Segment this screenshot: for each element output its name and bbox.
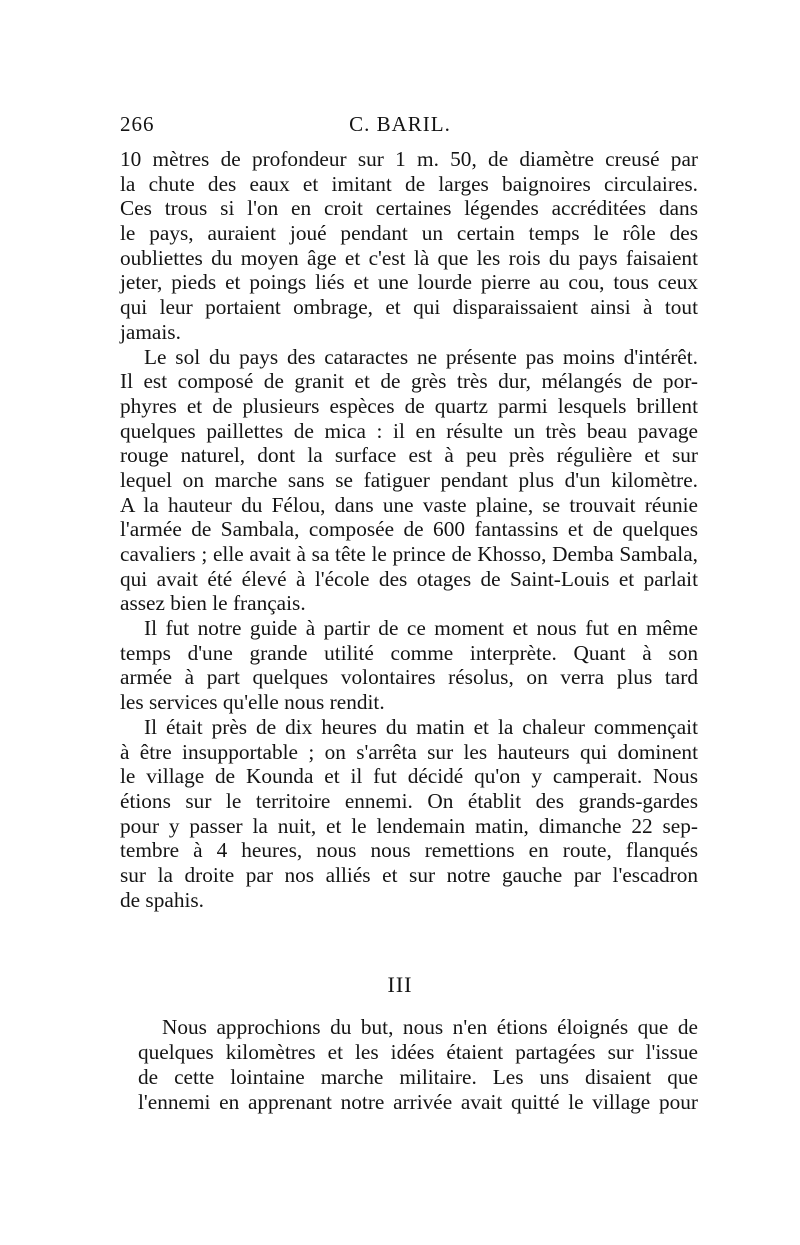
text-line: étions sur le territoire ennemi. On établit des grands-gardes (120, 788, 698, 813)
text-line: qui leur portaient ombrage, et qui disparaissaient ainsi à tout (120, 295, 698, 320)
text-line: la chute des eaux et imitant de larges baignoires circulaires. (120, 171, 698, 196)
text-line: A la hauteur du Félou, dans une vaste plaine, se trouvait réunie (120, 492, 698, 517)
text-line: Il fut notre guide à partir de ce moment et nous fut en même (144, 616, 698, 641)
text-line: lequel on marche sans se fatiguer pendant plus d'un kilomètre. (120, 467, 698, 492)
text-line: tembre à 4 heures, nous nous remettions en route, flanqués (120, 838, 698, 863)
paragraph (120, 616, 698, 715)
text-line: le pays, auraient joué pendant un certain temps le rôle des (120, 221, 698, 246)
text-line: qui avait été élevé à l'école des otages de Saint-Louis et parlait (120, 566, 698, 591)
paragraph (120, 715, 698, 913)
text-line: le village de Kounda et il fut décidé qu'on y camperait. Nous (120, 764, 698, 789)
text-line: Le sol du pays des cataractes ne présente pas moins d'intérêt. (144, 344, 698, 369)
text-line: temps d'une grande utilité comme interprète. Quant à son (120, 640, 698, 665)
text-line: l'armée de Sambala, composée de 600 fantassins et de quelques (120, 517, 698, 542)
text-line: Nous approchions du but, nous n'en étions éloignés que de (162, 1015, 698, 1039)
page-header (0, 112, 800, 142)
main-text-continued (138, 1015, 698, 1115)
text-line: quelques paillettes de mica : il en résulte un très beau pavage (120, 418, 698, 443)
paragraph (120, 147, 698, 345)
text-line: les services qu'elle nous rendit. (120, 690, 385, 715)
text-line: de cette lointaine marche militaire. Les uns disaient que (138, 1065, 698, 1089)
text-line: pour y passer la nuit, et le lendemain matin, dimanche 22 sep- (120, 813, 698, 838)
text-line: oubliettes du moyen âge et c'est là que les rois du pays faisaient (120, 245, 698, 270)
paragraph (120, 345, 698, 617)
text-line: Ces trous si l'on en croit certaines légendes accréditées dans (120, 196, 698, 221)
text-line: à être insupportable ; on s'arrêta sur les hauteurs qui dominent (120, 739, 698, 764)
text-line: Il était près de dix heures du matin et la chaleur commençait (144, 714, 698, 739)
text-line: jeter, pieds et poings liés et une lourde pierre au cou, tous ceux (120, 270, 698, 295)
text-line: armée à part quelques volontaires résolus, on verra plus tard (120, 665, 698, 690)
text-line: quelques kilomètres et les idées étaient partagées sur l'issue (138, 1040, 698, 1064)
text-line: Il est composé de granit et de grès très dur, mélangés de por- (120, 369, 698, 394)
text-line: assez bien le français. (120, 591, 306, 616)
section-title: III (387, 972, 413, 997)
page-number: 266 (120, 112, 155, 136)
text-line: cavaliers ; elle avait à sa tête le prince de Khosso, Demba Sambala, (120, 542, 698, 566)
paragraph (138, 1015, 698, 1115)
text-line: rouge naturel, dont la surface est à peu près régulière et sur (120, 443, 698, 468)
text-line: l'ennemi en apprenant notre arrivée avait quitté le village pour (138, 1090, 698, 1114)
text-line: 10 mètres de profondeur sur 1 m. 50, de diamètre creusé par (120, 147, 698, 171)
text-line: sur la droite par nos alliés et sur notre gauche par l'escadron (120, 862, 698, 887)
text-line: phyres et de plusieurs espèces de quartz parmi lesquels brillent (120, 393, 698, 418)
running-head: C. BARIL. (349, 112, 451, 136)
text-line: jamais. (120, 319, 181, 344)
text-line: de spahis. (120, 887, 204, 912)
main-text (120, 147, 698, 912)
